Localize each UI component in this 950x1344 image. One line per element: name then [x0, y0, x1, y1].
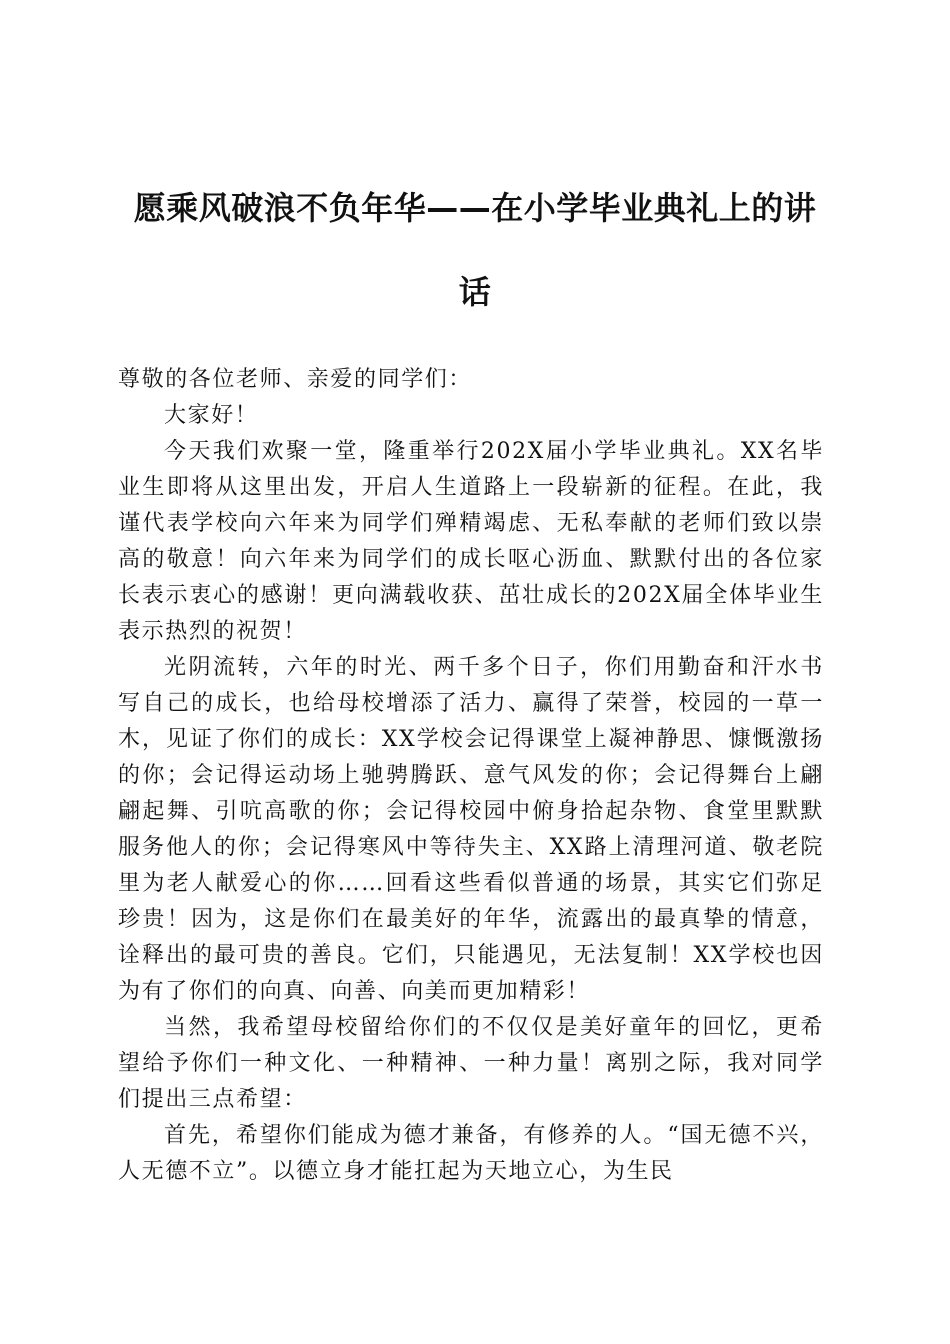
document-title: 愿乘风破浪不负年华——在小学毕业典礼上的讲话 [133, 189, 817, 311]
paragraph-hopes-intro: 当然，我希望母校留给你们的不仅仅是美好童年的回忆，更希望给予你们一种文化、一种精神、一种力量！离别之际，我对同学们提出三点希望： [118, 1015, 824, 1112]
paragraph-greeting: 大家好！ [164, 403, 259, 428]
paragraph-first-hope: 首先，希望你们能成为德才兼备，有修养的人。“国无德不兴，人无德不立”。以德立身才能扛起为天地立心，为生民 [118, 1123, 824, 1184]
document-body [118, 362, 824, 1190]
paragraph-memories: 光阴流转，六年的时光、两千多个日子，你们用勤奋和汗水书写自己的成长，也给母校增添了活力、赢得了荣誉，校园的一草一木，见证了你们的成长：XX学校会记得课堂上凝神静思、慷慨激扬的你；会记得运动场上驰骋腾跃、意气风发的你；会记得舞台上翩翩起舞、引吭高歌的你；会记得校园中俯身拾起杂物、食堂里默默服务他人的你；会记得寒风中等待失主、XX路上清理河道、敬老院里为老人献爱心的你……回看这些看似普通的场景，其实它们弥足珍贵！因为，这是你们在最美好的年华，流露出的最真挚的情意，诠释出的最可贵的善良。它们，只能遇见，无法复制！XX学校也因为有了你们的向真、向善、向美而更加精彩！ [118, 655, 824, 1004]
paragraph-welcome: 今天我们欢聚一堂，隆重举行202X届小学毕业典礼。XX名毕业生即将从这里出发，开启人生道路上一段崭新的征程。在此，我谨代表学校向六年来为同学们殚精竭虑、无私奉献的老师们致以崇高的敬意！向六年来为同学们的成长呕心沥血、默默付出的各位家长表示衷心的感谢！更向满载收获、茁壮成长的202X届全体毕业生表示热烈的祝贺！ [118, 439, 824, 644]
salutation: 尊敬的各位老师、亲爱的同学们： [118, 367, 473, 392]
